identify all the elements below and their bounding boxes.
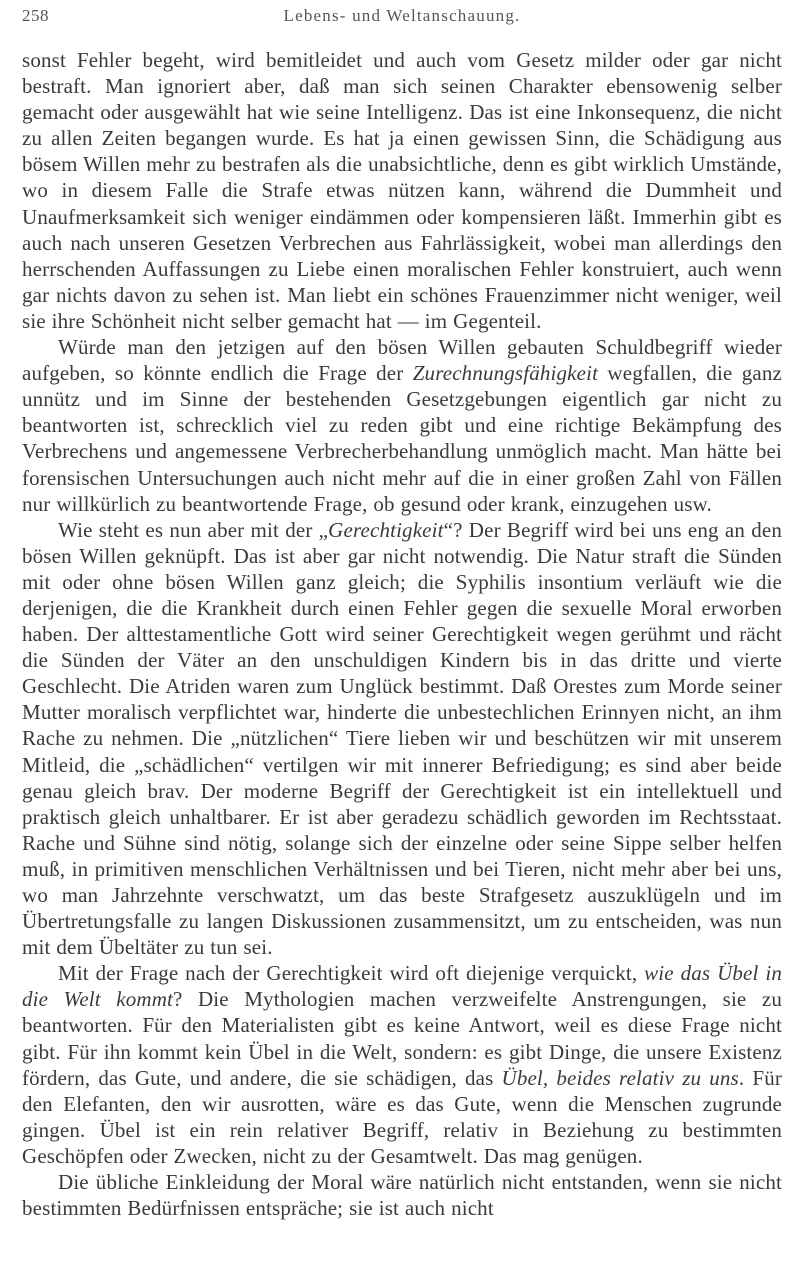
text-segment: Wie steht es nun aber mit der „: [58, 517, 329, 542]
text-segment: . Für den Elefanten, den wir ausrotten, wäre es das Gute, wenn die Menschen zugrunde gingen. Übel ist ein rein relativer Begriff, relativ in Beziehung zu bestimmten Geschöpfen oder Zwecken, nicht zu der Gesamtwelt. Das mag genügen.: [22, 1065, 782, 1168]
emphasized-text: Zurechnungsfähigkeit: [412, 361, 599, 386]
paragraph: [22, 517, 782, 961]
emphasized-text: Übel, beides relativ zu uns: [501, 1065, 739, 1090]
running-head: [22, 6, 782, 32]
text-segment: Die übliche Einkleidung der Moral wäre natürlich nicht entstanden, wenn sie nicht bestimmten Bedürfnissen entspräche; sie ist auch nicht: [22, 1170, 782, 1221]
text-segment: “? Der Begriff wird bei uns eng an den bösen Willen geknüpft. Das ist aber gar nicht notwendig. Die Natur straft die Sünden mit oder ohne bösen Willen ganz gleich; die Syphilis insontium verläuft wie die derjenigen, die die Krankheit durch einen Fehler gegen die sexuelle Moral erworben haben. Der alttestamentliche Gott wird seiner Gerechtigkeit wegen gerühmt und rächt die Sünden der Väter an den unschuldigen Kindern bis in das dritte und vierte Geschlecht. Die Atriden waren zum Unglück bestimmt. Daß Orestes zum Morde seiner Mutter moralisch verpflichtet war, hinderte die unbestechlichen Erinnyen nicht, an ihm Rache zu nehmen. Die „nützlichen“ Tiere lieben wir und beschützen wir mit unserem Mitleid, die „schädlichen“ vertilgen wir mit innerer Befriedigung; es sind aber beide genau gleich brav. Der moderne Begriff der Gerechtigkeit ist ein intellektuell und praktisch gleich unhaltbarer. Er ist aber geradezu schädlich geworden im Rechtsstaat. Rache und Sühne sind nötig, solange sich der einzelne oder seine Sippe selber helfen muß, in primitiven menschlichen Verhältnissen und bei Tieren, nicht mehr aber bei uns, wo man Jahrzehnte verschwatzt, um das beste Strafgesetz auszuklügeln und im Übertretungsfalle zu langen Diskussionen zusammensitzt, um zu entscheiden, was nun mit dem Übeltäter zu tun sei.: [22, 517, 782, 960]
text-segment: sonst Fehler begeht, wird bemitleidet und auch vom Gesetz milder oder gar nicht bestraft. Man ignoriert aber, daß man sich seinen Charakter ebensowenig selber gemacht oder ausgewählt hat wie seine Intelligenz. Das ist eine Inkonsequenz, die nicht zu allen Zeiten begangen wurde. Es hat ja einen gewissen Sinn, die Schädigung aus bösem Willen mehr zu bestrafen als die unabsichtliche, denn es gibt wirklich Umstände, wo in diesem Falle die Strafe etwas nützen kann, während die Dummheit und Unaufmerksamkeit sich weniger eindämmen oder kompensieren läßt. Immerhin gibt es auch nach unseren Gesetzen Verbrechen aus Fahrlässigkeit, wobei man allerdings den herrschenden Auffassungen zu Liebe einen moralischen Fehler konstruiert, auch wenn gar nichts davon zu sehen ist. Man liebt ein schönes Frauenzimmer nicht weniger, weil sie ihre Schönheit nicht selber gemacht hat — im Gegenteil.: [22, 48, 782, 333]
paragraph: [22, 47, 782, 334]
running-title: Lebens- und Weltanschauung.: [283, 6, 521, 25]
emphasized-text: wie das Übel in die Welt kommt: [22, 961, 782, 1012]
text-segment: Mit der Frage nach der Gerechtigkeit wird oft diejenige verquickt,: [58, 961, 645, 986]
body-text: [22, 47, 782, 1221]
paragraph: [22, 1169, 782, 1221]
text-segment: wegfallen, die ganz unnütz und im Sinne der bestehenden Gesetzgebungen eigentlich gar nicht zu beantworten ist, schrecklich viel zu reden gibt und eine richtige Bekämpfung des Verbrechens und angemessene Verbrecherbehandlung unmöglich macht. Man hätte bei forensischen Untersuchungen auch nicht mehr auf die in einer großen Zahl von Fällen nur willkürlich zu beantwortende Frage, ob gesund oder krank, einzugehen usw.: [22, 361, 782, 516]
paragraph: [22, 334, 782, 517]
text-segment: Würde man den jetzigen auf den bösen Willen gebauten Schuldbegriff wieder aufgeben, so könnte endlich die Frage der: [22, 335, 782, 386]
text-segment: ? Die Mythologien machen verzweifelte Anstrengungen, sie zu beantworten. Für den Materialisten gibt es keine Antwort, weil es diese Frage nicht gibt. Für ihn kommt kein Übel in die Welt, sondern: es gibt Dinge, die unsere Existenz fördern, das Gute, und andere, die sie schädigen, das: [22, 987, 783, 1090]
emphasized-text: Gerechtigkeit: [328, 517, 444, 542]
page-number: 258: [22, 6, 49, 25]
paragraph: [22, 960, 782, 1169]
